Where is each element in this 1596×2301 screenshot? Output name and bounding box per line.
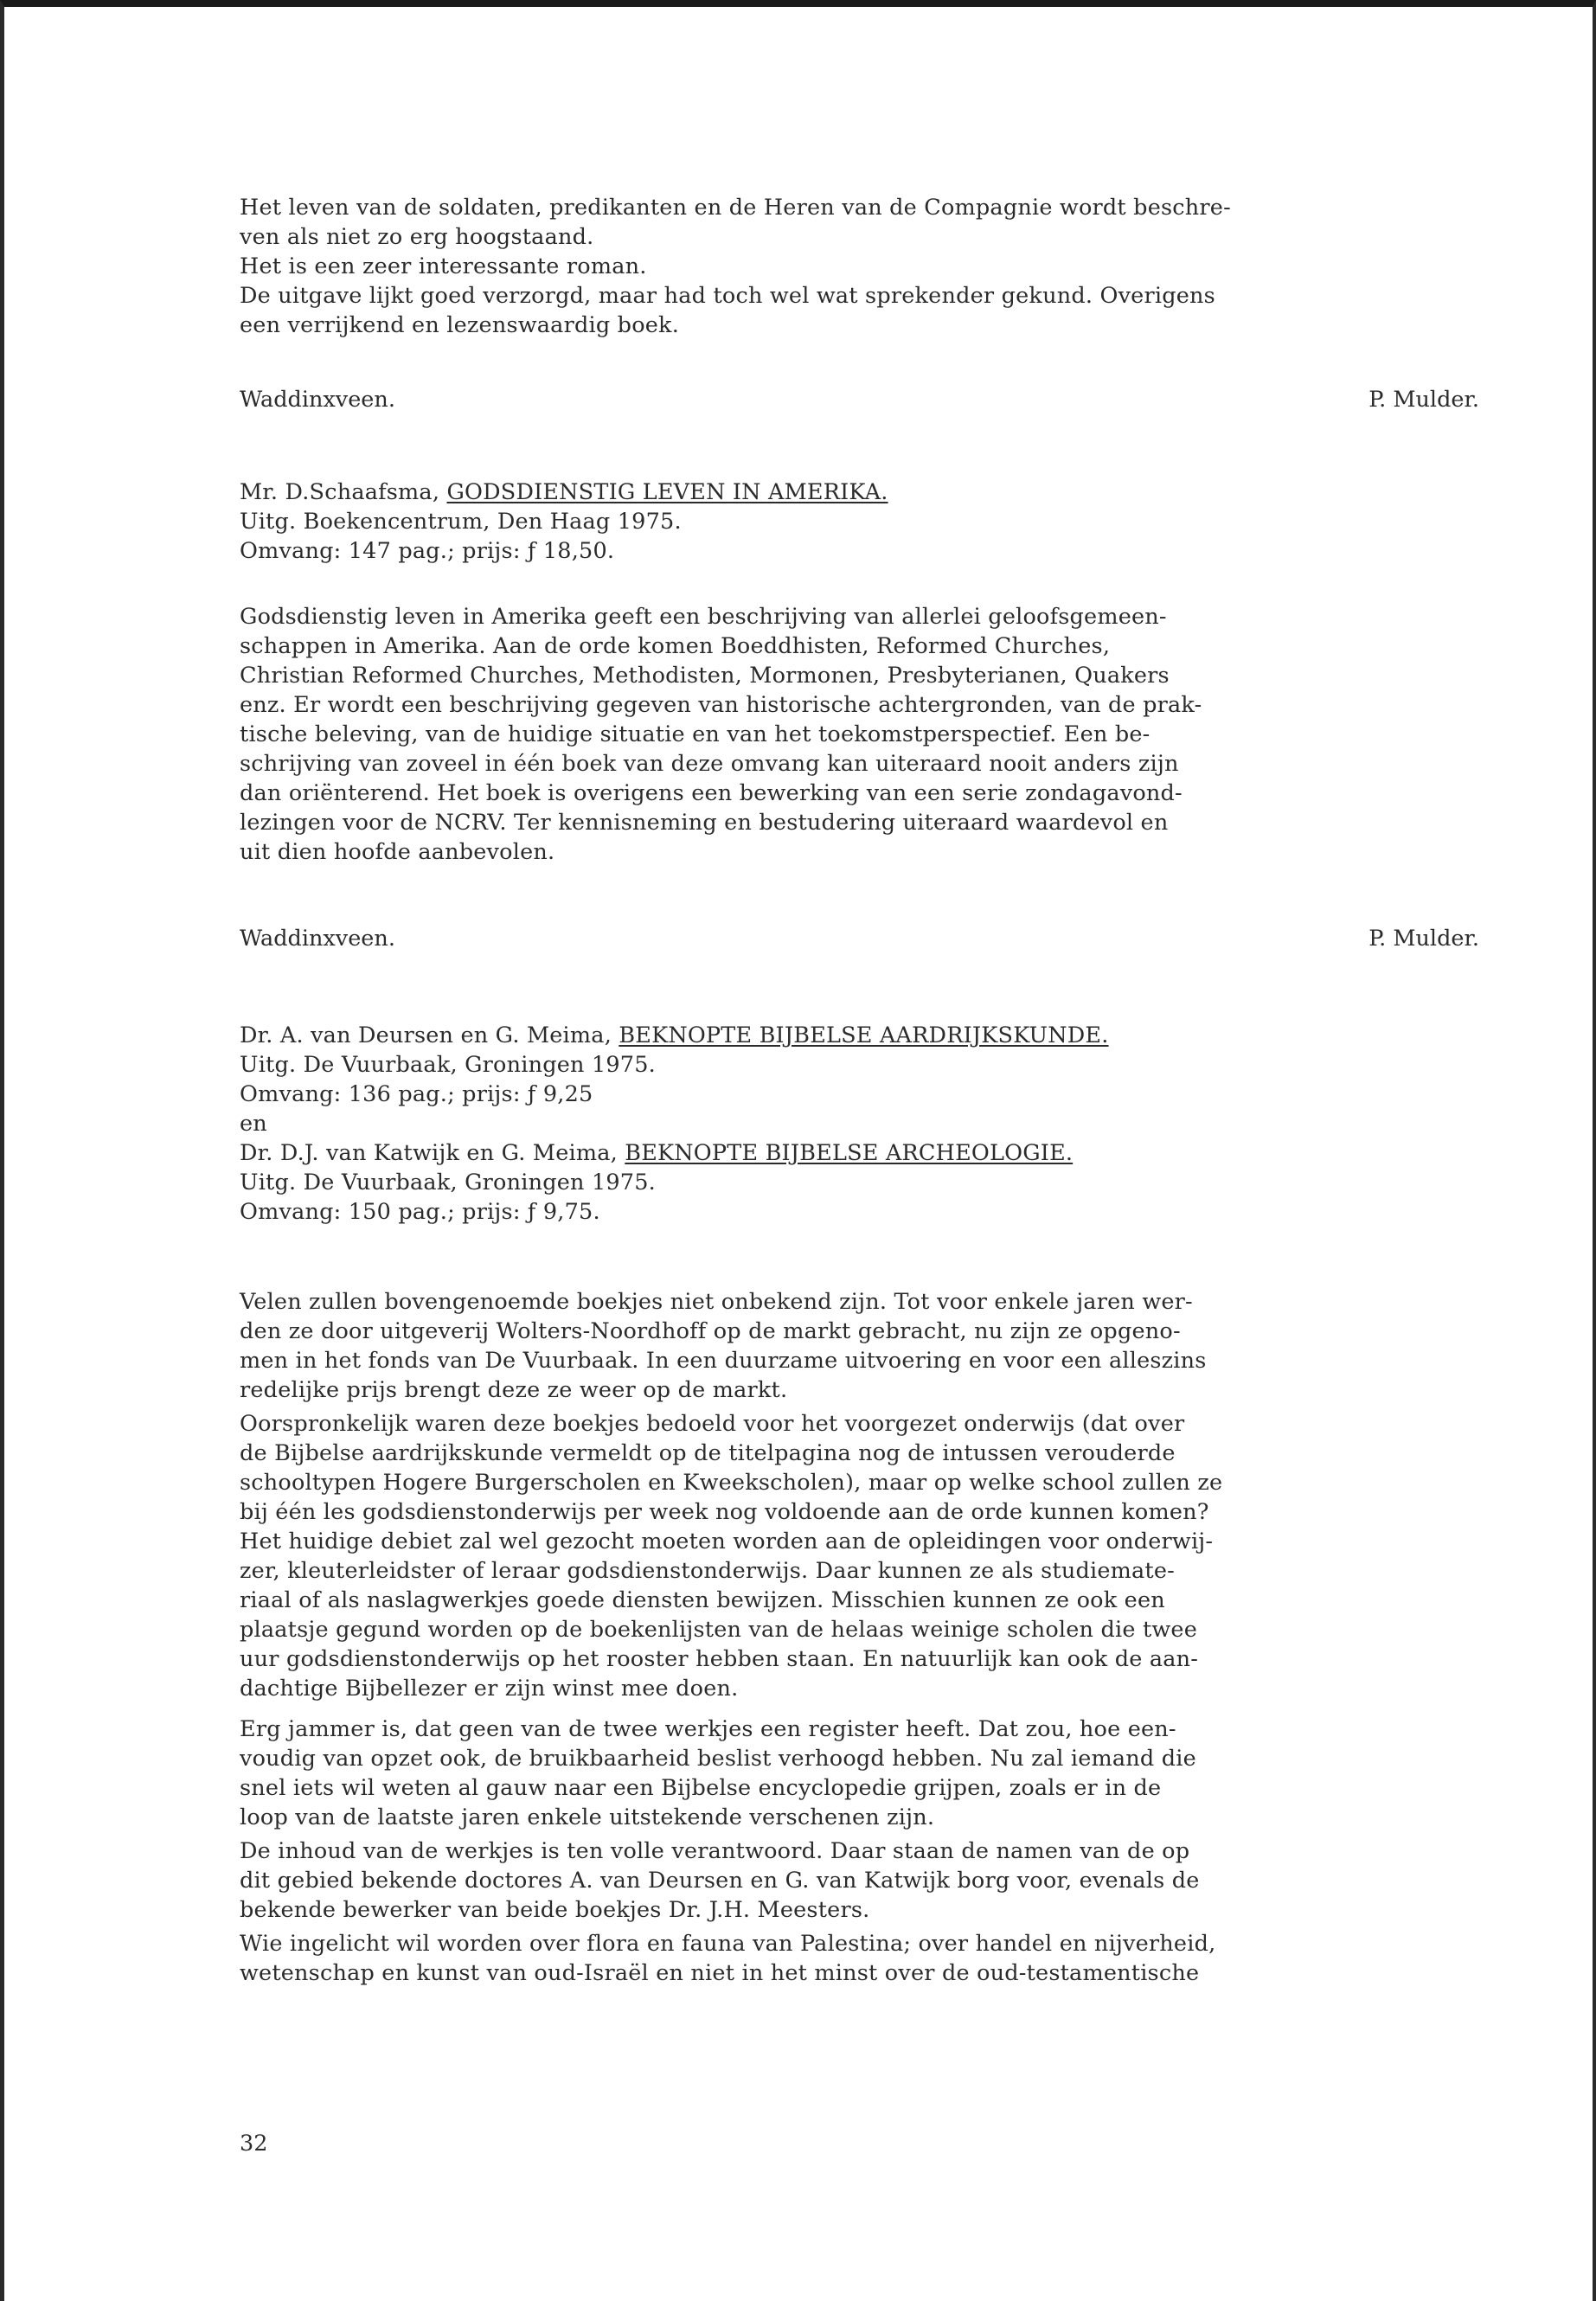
text-line: riaal of als naslagwerkjes goede diensten bewijzen. Misschien kunnen ze ook een — [240, 1587, 1165, 1613]
text-line: Christian Reformed Churches, Methodisten, Mormonen, Presbyterianen, Quakers — [240, 663, 1170, 689]
review-3-paragraph-4 — [240, 1836, 1494, 1925]
text-line: plaatsje gegund worden op de boekenlijsten van de helaas weinige scholen die twee — [240, 1617, 1197, 1643]
text-line: lezingen voor de NCRV. Ter kennisneming en bestudering uiteraard waardevol en — [240, 810, 1169, 836]
text-line: loop van de laatste jaren enkele uitstekende verschenen zijn. — [240, 1804, 935, 1830]
book-author-title-line — [240, 1021, 1494, 1050]
text-line: uit dien hoofde aanbevolen. — [240, 839, 555, 865]
text-line: schrijving van zoveel in één boek van deze omvang kan uiteraard nooit anders zijn — [240, 751, 1179, 777]
text-line: Het is een zeer interessante roman. — [240, 253, 647, 279]
text-line: Godsdienstig leven in Amerika geeft een beschrijving van allerlei geloofsgemeen- — [240, 604, 1167, 630]
text-line: uur godsdienstonderwijs op het rooster hebben staan. En natuurlijk kan ook de aan- — [240, 1646, 1199, 1672]
text-line: De uitgave lijkt goed verzorgd, maar had toch wel wat sprekender gekund. Overigens — [240, 283, 1215, 309]
book-2-header — [240, 478, 1494, 566]
review-3-paragraph-3 — [240, 1715, 1494, 1832]
book-title: BEKNOPTE BIJBELSE AARDRIJKSKUNDE. — [619, 1022, 1109, 1048]
page-number: 32 — [240, 2131, 268, 2157]
text-line: Het leven van de soldaten, predikanten en de Heren van de Compagnie wordt beschre- — [240, 195, 1231, 221]
text-line: Wie ingelicht wil worden over flora en fauna van Palestina; over handel en nijverheid, — [240, 1931, 1216, 1957]
text-line: bij één les godsdienstonderwijs per week nog voldoende aan de orde kunnen komen? — [240, 1499, 1209, 1525]
text-line: De inhoud van de werkjes is ten volle verantwoord. Daar staan de namen van de op — [240, 1838, 1190, 1864]
book-extent: Omvang: 150 pag.; prijs: ƒ 9,75. — [240, 1199, 600, 1225]
review-1-tail — [240, 193, 1494, 340]
text-line: dan oriënterend. Het boek is overigens een bewerking van een serie zondagavond- — [240, 780, 1183, 806]
signature-name: P. Mulder. — [1368, 926, 1479, 952]
signature-place: Waddinxveen. — [240, 387, 395, 413]
review-3-paragraph-1 — [240, 1287, 1494, 1405]
book-author-title-line — [240, 1138, 1494, 1168]
book-author: Mr. D.Schaafsma, — [240, 479, 447, 505]
text-line: voudig van opzet ook, de bruikbaarheid beslist verhoogd hebben. Nu zal iemand die — [240, 1746, 1196, 1772]
signature-name: P. Mulder. — [1368, 387, 1479, 413]
book-author: Dr. A. van Deursen en G. Meima, — [240, 1022, 619, 1048]
text-line: schappen in Amerika. Aan de orde komen Boeddhisten, Reformed Churches, — [240, 633, 1111, 659]
book-extent: Omvang: 147 pag.; prijs: ƒ 18,50. — [240, 538, 615, 564]
text-line: Oorspronkelijk waren deze boekjes bedoeld voor het voorgezet onderwijs (dat over — [240, 1411, 1185, 1437]
connector: en — [240, 1111, 267, 1137]
text-line: den ze door uitgeverij Wolters-Noordhoff op de markt gebracht, nu zijn ze opgeno- — [240, 1318, 1181, 1344]
review-3-paragraph-2 — [240, 1409, 1494, 1703]
text-line: ven als niet zo erg hoogstaand. — [240, 224, 594, 250]
review-2-body — [240, 602, 1494, 867]
text-line: dachtige Bijbellezer er zijn winst mee doen. — [240, 1676, 739, 1702]
book-title: GODSDIENSTIG LEVEN IN AMERIKA. — [446, 479, 888, 505]
text-line: bekende bewerker van beide boekjes Dr. J.H. Meesters. — [240, 1897, 870, 1923]
text-line: redelijke prijs brengt deze ze weer op de markt. — [240, 1377, 788, 1403]
text-line: Het huidige debiet zal wel gezocht moeten worden aan de opleidingen voor onderwij- — [240, 1529, 1214, 1554]
book-author-title-line — [240, 478, 1494, 507]
signature-place: Waddinxveen. — [240, 926, 395, 952]
book-extent: Omvang: 136 pag.; prijs: ƒ 9,25 — [240, 1081, 593, 1107]
text-line: dit gebied bekende doctores A. van Deursen en G. van Katwijk borg voor, evenals de — [240, 1868, 1200, 1894]
book-author: Dr. D.J. van Katwijk en G. Meima, — [240, 1140, 625, 1166]
text-line: enz. Er wordt een beschrijving gegeven van historische achtergronden, van de prak- — [240, 692, 1202, 718]
text-line: zer, kleuterleidster of leraar godsdienstonderwijs. Daar kunnen ze als studiemate- — [240, 1558, 1175, 1584]
text-line: tische beleving, van de huidige situatie en van het toekomstperspectief. Een be- — [240, 721, 1151, 747]
book-publisher: Uitg. De Vuurbaak, Groningen 1975. — [240, 1052, 656, 1078]
text-line: schooltypen Hogere Burgerscholen en Kweekscholen), maar op welke school zullen ze — [240, 1470, 1223, 1496]
text-line: een verrijkend en lezenswaardig boek. — [240, 312, 679, 338]
text-line: men in het fonds van De Vuurbaak. In een duurzame uitvoering en voor een alleszins — [240, 1348, 1207, 1374]
text-line: wetenschap en kunst van oud-Israël en niet in het minst over de oud-testamentische — [240, 1960, 1200, 1986]
text-line: de Bijbelse aardrijkskunde vermeldt op de titelpagina nog de intussen verouderde — [240, 1440, 1176, 1466]
review-3-paragraph-5 — [240, 1929, 1494, 1988]
text-line: snel iets wil weten al gauw naar een Bijbelse encyclopedie grijpen, zoals er in de — [240, 1775, 1162, 1801]
book-publisher: Uitg. De Vuurbaak, Groningen 1975. — [240, 1170, 656, 1195]
book-title: BEKNOPTE BIJBELSE ARCHEOLOGIE. — [625, 1140, 1074, 1166]
text-line: Erg jammer is, dat geen van de twee werkjes een register heeft. Dat zou, hoe een- — [240, 1716, 1176, 1742]
books-3-4-header — [240, 1021, 1494, 1227]
book-publisher: Uitg. Boekencentrum, Den Haag 1975. — [240, 509, 682, 535]
text-line: Velen zullen bovengenoemde boekjes niet onbekend zijn. Tot voor enkele jaren wer- — [240, 1289, 1193, 1315]
